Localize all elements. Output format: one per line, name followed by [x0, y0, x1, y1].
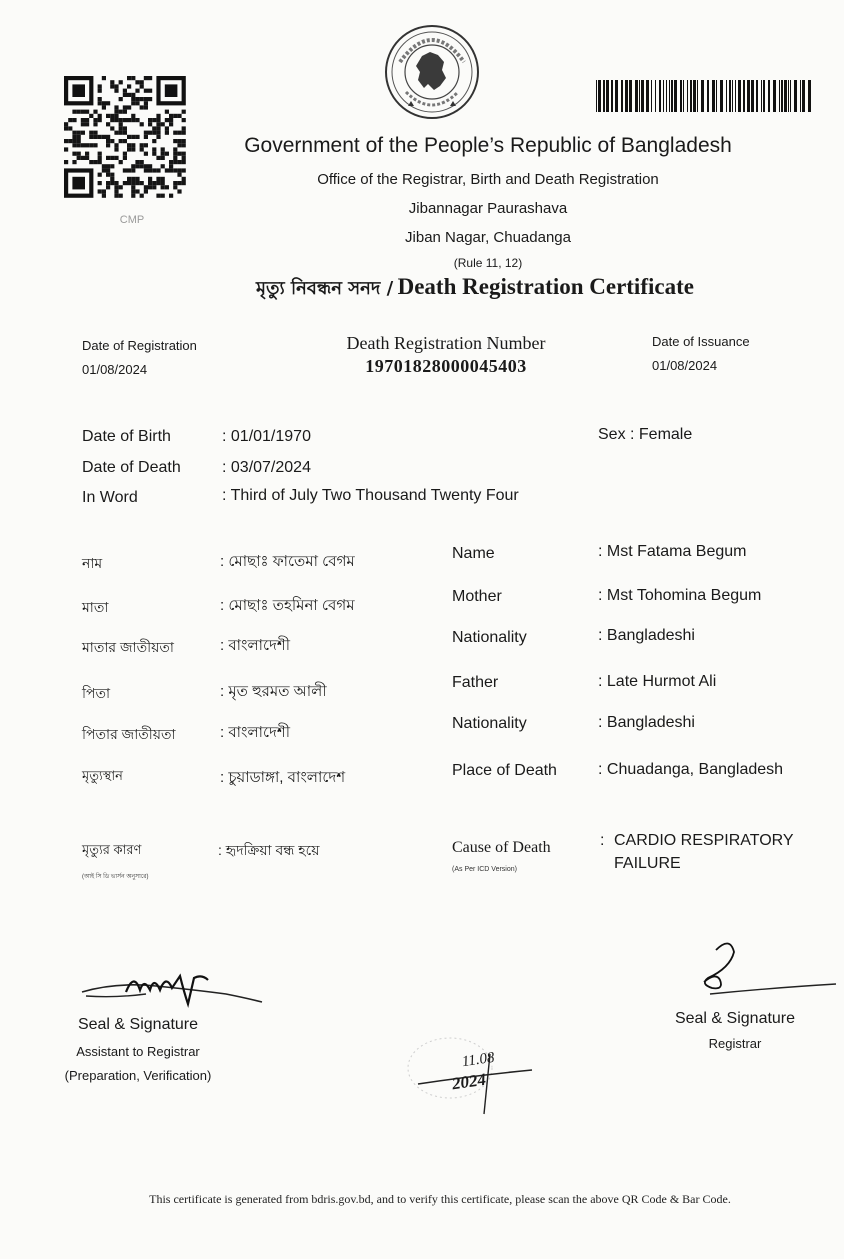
rule-text: (Rule 11, 12) — [453, 256, 523, 270]
death-date-label: Date of Death — [82, 459, 181, 476]
detail-bn-value: : বাংলাদেশী — [220, 724, 291, 741]
office-heading: Office of the Registrar, Birth and Death Registration — [317, 171, 659, 188]
barcode — [596, 80, 814, 112]
detail-en-value: : Late Hurmot Ali — [598, 673, 717, 690]
detail-bn-label: মাতার জাতীয়তা — [82, 639, 174, 655]
cause-en-value-line1: CARDIO RESPIRATORY — [614, 832, 794, 849]
government-seal-icon — [378, 22, 486, 122]
cause-bn-label: মৃত্যুর কারণ — [82, 842, 142, 857]
cause-en-label: Cause of Death — [452, 839, 551, 856]
detail-bn-value: : মৃত হুরমত আলী — [220, 683, 327, 700]
cause-bn-note: (আই সি ডি ভার্সন অনুসারে) — [82, 874, 149, 880]
footer-note: This certificate is generated from bdris.gov.bd, and to verify this certificate, please scan the above QR Code & Bar Code. — [149, 1192, 731, 1206]
registration-date-value: 01/08/2024 — [82, 362, 148, 377]
detail-en-label: Nationality — [452, 715, 527, 732]
government-heading: Government of the People’s Republic of Bangladesh — [244, 134, 732, 157]
cause-bn-value: : হৃদক্রিয়া বন্ধ হয়ে — [218, 842, 320, 858]
detail-bn-label: নাম — [82, 555, 103, 571]
handwritten-date-line1: 11.08 — [460, 1049, 496, 1071]
detail-en-value: : Mst Tohomina Begum — [598, 587, 762, 604]
assistant-signature — [76, 964, 266, 1012]
cause-en-note: (As Per ICD Version) — [452, 866, 517, 873]
cause-en-value-line2: FAILURE — [614, 855, 681, 872]
left-role-2: (Preparation, Verification) — [64, 1068, 212, 1083]
detail-en-value: : Chuadanga, Bangladesh — [598, 761, 784, 778]
handwritten-date-line2: 2024 — [450, 1069, 488, 1094]
registration-date-label: Date of Registration — [82, 338, 197, 353]
issuance-date-label: Date of Issuance — [652, 334, 750, 349]
birth-date-value: : 01/01/1970 — [222, 428, 311, 445]
detail-bn-label: মাতা — [82, 599, 109, 615]
detail-en-value: : Mst Fatama Begum — [598, 543, 747, 560]
detail-en-label: Mother — [452, 588, 502, 605]
birth-date-label: Date of Birth — [82, 428, 171, 445]
qr-code — [64, 76, 190, 198]
left-role: Assistant to Registrar — [76, 1044, 200, 1059]
detail-en-label: Nationality — [452, 629, 527, 646]
certificate-title-en: Death Registration Certificate — [397, 274, 694, 299]
cause-en-colon: : — [600, 832, 605, 849]
detail-en-label: Name — [452, 545, 495, 562]
right-seal-label: Seal & Signature — [674, 1010, 796, 1027]
qr-caption: CMP — [119, 214, 145, 226]
death-date-value: : 03/07/2024 — [222, 459, 311, 476]
detail-en-value: : Bangladeshi — [598, 714, 695, 731]
inword-value: : Third of July Two Thousand Twenty Four — [222, 487, 519, 504]
detail-bn-value: : চুয়াডাঙ্গা, বাংলাদেশ — [220, 769, 346, 786]
registrar-signature — [690, 938, 840, 1002]
detail-bn-label: মৃত্যুস্থান — [82, 768, 123, 783]
sex-value: Sex : Female — [598, 426, 693, 443]
registration-number-label: Death Registration Number — [346, 333, 546, 353]
issuance-date-value: 01/08/2024 — [652, 358, 718, 373]
detail-bn-value: : বাংলাদেশী — [220, 637, 291, 654]
detail-en-value: : Bangladeshi — [598, 627, 695, 644]
certificate-title-bn: মৃত্যু নিবন্ধন সনদ / — [256, 278, 394, 299]
right-role: Registrar — [708, 1036, 762, 1051]
detail-en-label: Father — [452, 674, 499, 691]
registration-number-value: 19701828000045403 — [365, 356, 527, 376]
detail-bn-value: : মোছাঃ তহমিনা বেগম — [220, 597, 355, 614]
detail-bn-label: পিতা — [82, 685, 111, 701]
inword-label: In Word — [82, 489, 138, 506]
paurashava-heading: Jibannagar Paurashava — [408, 200, 568, 217]
location-heading: Jiban Nagar, Chuadanga — [405, 229, 571, 246]
left-seal-label: Seal & Signature — [77, 1016, 199, 1033]
detail-bn-value: : মোছাঃ ফাতেমা বেগম — [220, 553, 355, 570]
detail-bn-label: পিতার জাতীয়তা — [82, 726, 176, 742]
certificate-title — [150, 274, 800, 305]
detail-en-label: Place of Death — [452, 762, 557, 779]
